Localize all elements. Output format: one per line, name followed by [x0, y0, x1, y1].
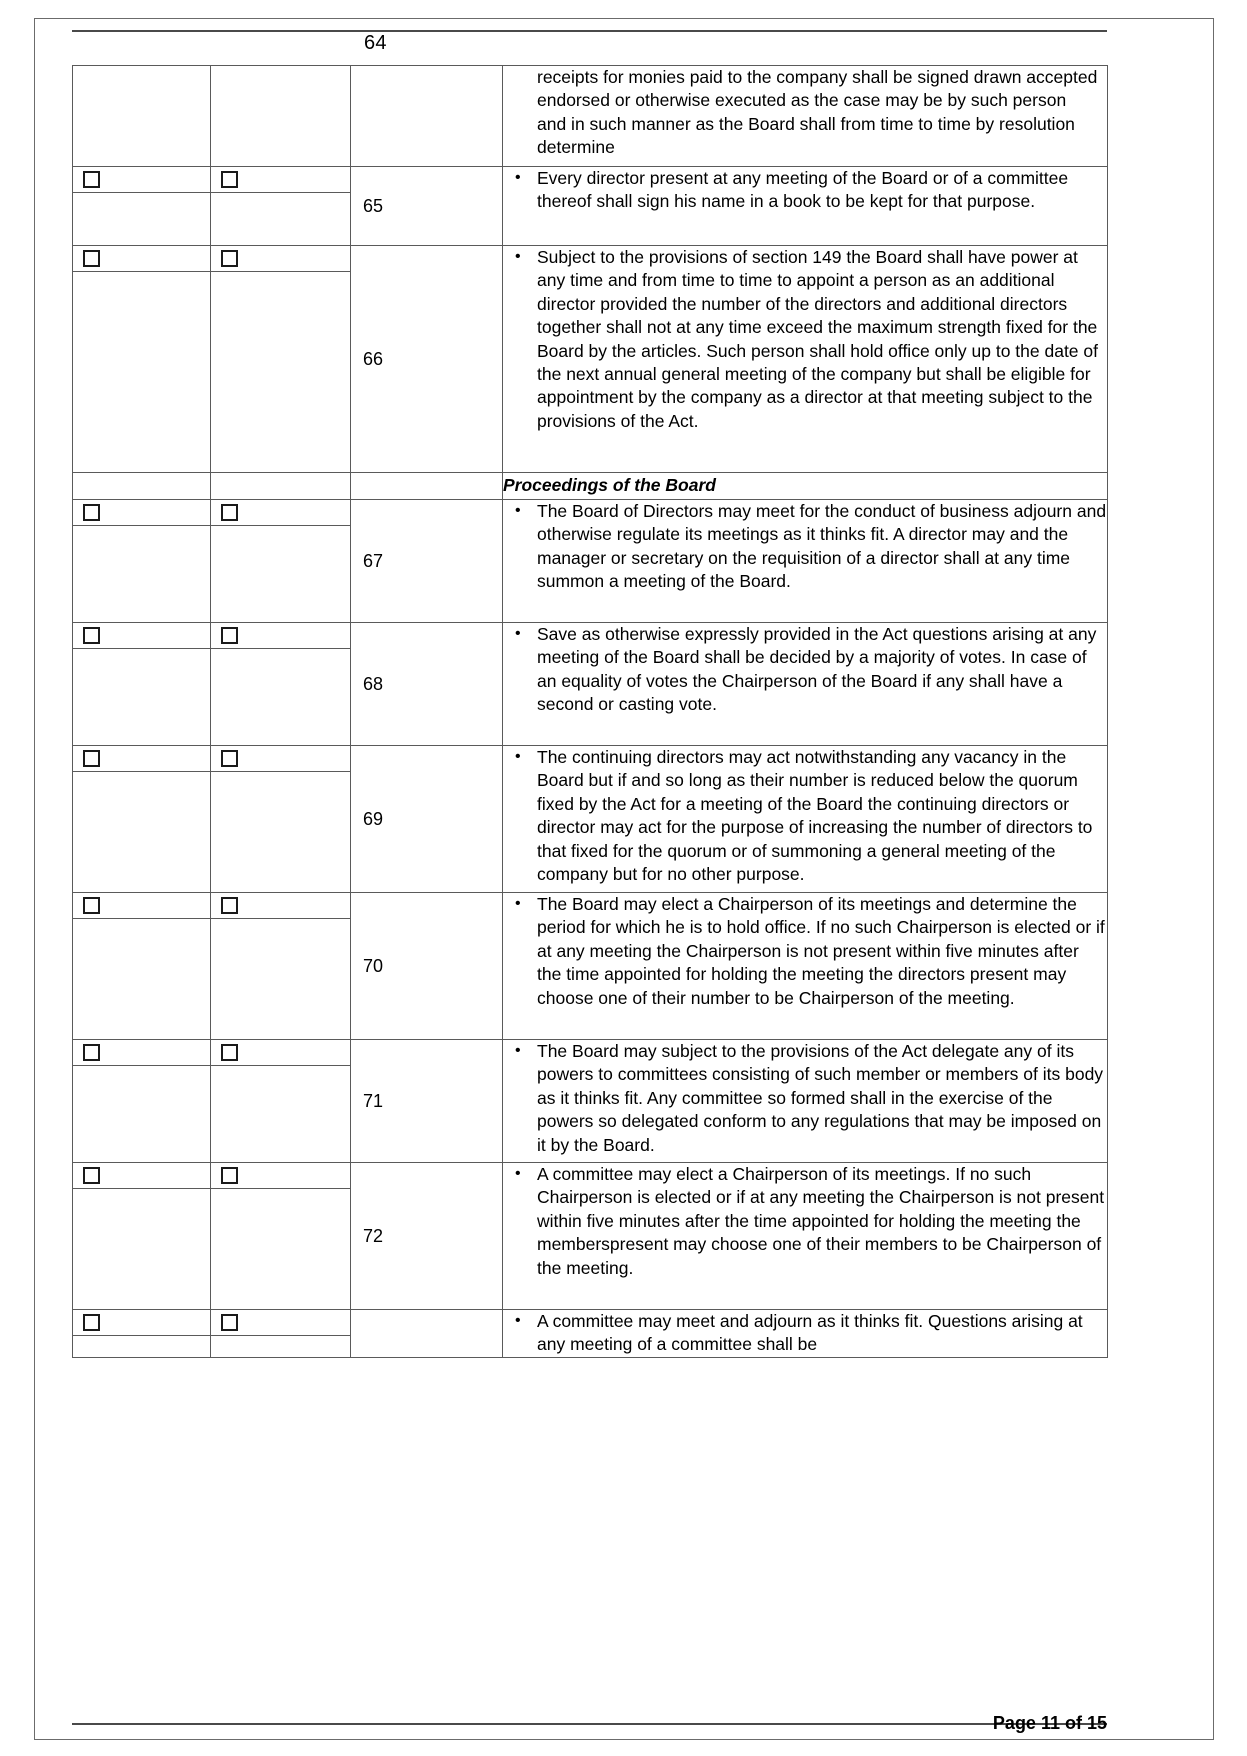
header-divider [72, 30, 1107, 32]
empty-checkbox-icon[interactable] [83, 171, 100, 188]
checkbox-cell-blank [73, 919, 210, 1039]
empty-checkbox-icon[interactable] [83, 750, 100, 767]
clause-number-cell [351, 623, 503, 746]
empty-checkbox-icon[interactable] [221, 627, 238, 644]
clause-number-cell [351, 246, 503, 473]
table-row-section-heading [73, 473, 1108, 500]
clause-number-cell [351, 746, 503, 893]
clause-text-cell [503, 746, 1108, 893]
clause-number: 68 [363, 674, 384, 694]
empty-checkbox-icon[interactable] [221, 1314, 238, 1331]
checkbox-cell-blank [73, 1189, 210, 1309]
clause-number-cell [351, 1163, 503, 1310]
clause-number-cell [351, 473, 503, 500]
clause-text-cell [503, 66, 1108, 167]
section-heading: Proceedings of the Board [503, 473, 1108, 500]
checkbox-band[interactable] [211, 167, 350, 193]
empty-checkbox-icon[interactable] [83, 250, 100, 267]
table-row [73, 1310, 1108, 1358]
clause-text-cell [503, 167, 1108, 246]
checkbox-band[interactable] [73, 1163, 210, 1189]
empty-checkbox-icon[interactable] [83, 1167, 100, 1184]
empty-checkbox-icon[interactable] [83, 627, 100, 644]
checkbox-band[interactable] [211, 893, 350, 919]
page-footer [72, 1711, 1107, 1751]
checkbox-band[interactable] [211, 1310, 350, 1336]
checkbox-cell-primary [73, 167, 211, 246]
checkbox-cell-secondary [211, 1310, 351, 1358]
checkbox-cell-blank [73, 1066, 210, 1162]
checkbox-cell-blank [211, 1336, 350, 1356]
clause-text-cell [503, 893, 1108, 1040]
checkbox-band[interactable] [211, 246, 350, 272]
checkbox-cell-secondary [211, 167, 351, 246]
page-header [72, 30, 1107, 64]
table-row [73, 893, 1108, 1040]
checkbox-cell-primary [73, 1163, 211, 1310]
table-row [73, 623, 1108, 746]
clause-text: • The Board of Directors may meet for the conduct of business adjourn and otherwise regulate its meetings as it thinks fit. A director may and the manager or secretary on the requisition of a director shall at any time summon a meeting of the Board. [533, 500, 1107, 594]
checkbox-band[interactable] [73, 746, 210, 772]
checkbox-band[interactable] [211, 623, 350, 649]
page-content [72, 30, 1107, 1358]
clause-number-cell [351, 1040, 503, 1163]
table-row [73, 66, 1108, 167]
checkbox-band[interactable] [73, 1040, 210, 1066]
articles-table [72, 65, 1108, 1358]
checkbox-band[interactable] [211, 746, 350, 772]
checkbox-band[interactable] [211, 500, 350, 526]
empty-checkbox-icon[interactable] [83, 1044, 100, 1061]
empty-checkbox-icon[interactable] [221, 1044, 238, 1061]
clause-text: receipts for monies paid to the company shall be signed drawn accepted endorsed or otherwise executed as the case may be by such person and in such manner as the Board shall from time to time by resolution determine [537, 67, 1098, 158]
checkbox-cell-blank [73, 1336, 210, 1356]
clause-number: 65 [363, 196, 384, 216]
clause-text: • A committee may elect a Chairperson of its meetings. If no such Chairperson is elected or if at any meeting the Chairperson is not present within five minutes after the time appointed for holding the meeting the memberspresent may choose one of their members to be Chairperson of the meeting. [533, 1163, 1107, 1280]
clause-list [503, 1040, 1107, 1157]
checkbox-cell-secondary [211, 623, 351, 746]
footer-divider [72, 1723, 1107, 1725]
clause-text-cell [503, 246, 1108, 473]
clause-list [503, 1310, 1107, 1357]
checkbox-cell-blank [211, 272, 350, 472]
checkbox-band[interactable] [73, 893, 210, 919]
clause-text-cell [503, 1163, 1108, 1310]
checkbox-cell-blank [211, 919, 350, 1039]
clause-text-cell [503, 500, 1108, 623]
page-number-label: Page 11 of 15 [992, 1713, 1107, 1733]
checkbox-cell-primary [73, 623, 211, 746]
table-row [73, 246, 1108, 473]
clause-number: 71 [363, 1091, 384, 1111]
checkbox-cell-primary [73, 500, 211, 623]
clause-text: • The continuing directors may act notwithstanding any vacancy in the Board but if and so long as their number is reduced below the quorum fixed by the Act for a meeting of the Board the continuing directors or director may act for the purpose of increasing the number of directors to that fixed for the quorum or of summoning a general meeting of the company but for no other purpose. [533, 746, 1107, 886]
empty-checkbox-icon[interactable] [221, 750, 238, 767]
clause-number-cell [351, 500, 503, 623]
clause-number-cell [351, 66, 503, 167]
checkbox-cell-blank [211, 526, 350, 622]
header-section-number: 64 [364, 32, 387, 54]
checkbox-cell-primary [73, 1310, 211, 1358]
checkbox-cell-primary [73, 473, 211, 500]
clause-number: 66 [363, 349, 384, 369]
checkbox-cell-blank [211, 649, 350, 745]
checkbox-cell-primary [73, 893, 211, 1040]
clause-number-cell [351, 1310, 503, 1358]
checkbox-band[interactable] [211, 1040, 350, 1066]
checkbox-cell-secondary [211, 66, 351, 167]
checkbox-cell-secondary [211, 1163, 351, 1310]
clause-text: • The Board may elect a Chairperson of its meetings and determine the period for which he is to hold office. If no such Chairperson is elected or if at any meeting the Chairperson is not present within five minutes after the time appointed for holding the meeting the directors present may choose one of their number to be Chairperson of the meeting. [533, 893, 1107, 1010]
clause-list [503, 246, 1107, 433]
empty-checkbox-icon[interactable] [221, 504, 238, 521]
checkbox-band[interactable] [73, 1310, 210, 1336]
checkbox-band[interactable] [73, 246, 210, 272]
empty-checkbox-icon[interactable] [221, 250, 238, 267]
checkbox-cell-blank [211, 193, 350, 245]
checkbox-band[interactable] [73, 623, 210, 649]
checkbox-cell-blank [73, 272, 210, 472]
checkbox-cell-secondary [211, 746, 351, 893]
checkbox-cell-secondary [211, 500, 351, 623]
clause-text: • The Board may subject to the provisions of the Act delegate any of its powers to committees consisting of such member or members of its body as it thinks fit. Any committee so formed shall in the exercise of the powers so delegated conform to any regulations that may be imposed on it by the Board. [533, 1040, 1107, 1157]
checkbox-cell-secondary [211, 473, 351, 500]
clause-number: 69 [363, 809, 384, 829]
checkbox-cell-secondary [211, 893, 351, 1040]
clause-text: • Save as otherwise expressly provided in the Act questions arising at any meeting of the Board shall be decided by a majority of votes. In case of an equality of votes the Chairperson of the Board if any shall have a second or casting vote. [533, 623, 1107, 717]
clause-list [503, 500, 1107, 594]
empty-checkbox-icon[interactable] [221, 171, 238, 188]
clause-number-cell [351, 167, 503, 246]
empty-checkbox-icon[interactable] [83, 1314, 100, 1331]
empty-checkbox-icon[interactable] [221, 897, 238, 914]
clause-list [503, 893, 1107, 1010]
clause-list [503, 623, 1107, 717]
table-row [73, 500, 1108, 623]
checkbox-cell-blank [73, 649, 210, 745]
checkbox-cell-blank [211, 1066, 350, 1162]
table-row [73, 746, 1108, 893]
clause-number-cell [351, 893, 503, 1040]
checkbox-cell-secondary [211, 1040, 351, 1163]
clause-text-cell [503, 1040, 1108, 1163]
checkbox-cell-primary [73, 66, 211, 167]
clause-list [503, 746, 1107, 886]
table-row [73, 167, 1108, 246]
checkbox-cell-blank [211, 772, 350, 892]
checkbox-cell-primary [73, 246, 211, 473]
clause-number: 70 [363, 956, 384, 976]
checkbox-band[interactable] [73, 167, 210, 193]
clause-number: 72 [363, 1226, 384, 1246]
checkbox-cell-blank [73, 772, 210, 892]
table-row [73, 1163, 1108, 1310]
checkbox-band[interactable] [73, 500, 210, 526]
empty-checkbox-icon[interactable] [221, 1167, 238, 1184]
clause-number: 67 [363, 551, 384, 571]
checkbox-cell-secondary [211, 246, 351, 473]
checkbox-cell-blank [73, 526, 210, 622]
empty-checkbox-icon[interactable] [83, 897, 100, 914]
clause-text: • Subject to the provisions of section 149 the Board shall have power at any time and from time to time to appoint a person as an additional director provided the number of the directors and additional directors together shall not at any time exceed the maximum strength fixed for the Board by the articles. Such person shall hold office only up to the date of the next annual general meeting of the company but shall be eligible for appointment by the company as a director at that meeting subject to the provisions of the Act. [533, 246, 1107, 433]
clause-text: • Every director present at any meeting of the Board or of a committee thereof shall sign his name in a book to be kept for that purpose. [533, 167, 1107, 214]
table-row [73, 1040, 1108, 1163]
checkbox-cell-primary [73, 746, 211, 893]
empty-checkbox-icon[interactable] [83, 504, 100, 521]
clause-text-cell [503, 1310, 1108, 1358]
clause-list [503, 167, 1107, 214]
checkbox-band[interactable] [211, 1163, 350, 1189]
clause-text: • A committee may meet and adjourn as it thinks fit. Questions arising at any meeting of a committee shall be [533, 1310, 1107, 1357]
checkbox-cell-blank [73, 193, 210, 245]
checkbox-cell-primary [73, 1040, 211, 1163]
checkbox-cell-blank [211, 1189, 350, 1309]
clause-text-cell [503, 623, 1108, 746]
clause-list [503, 1163, 1107, 1280]
